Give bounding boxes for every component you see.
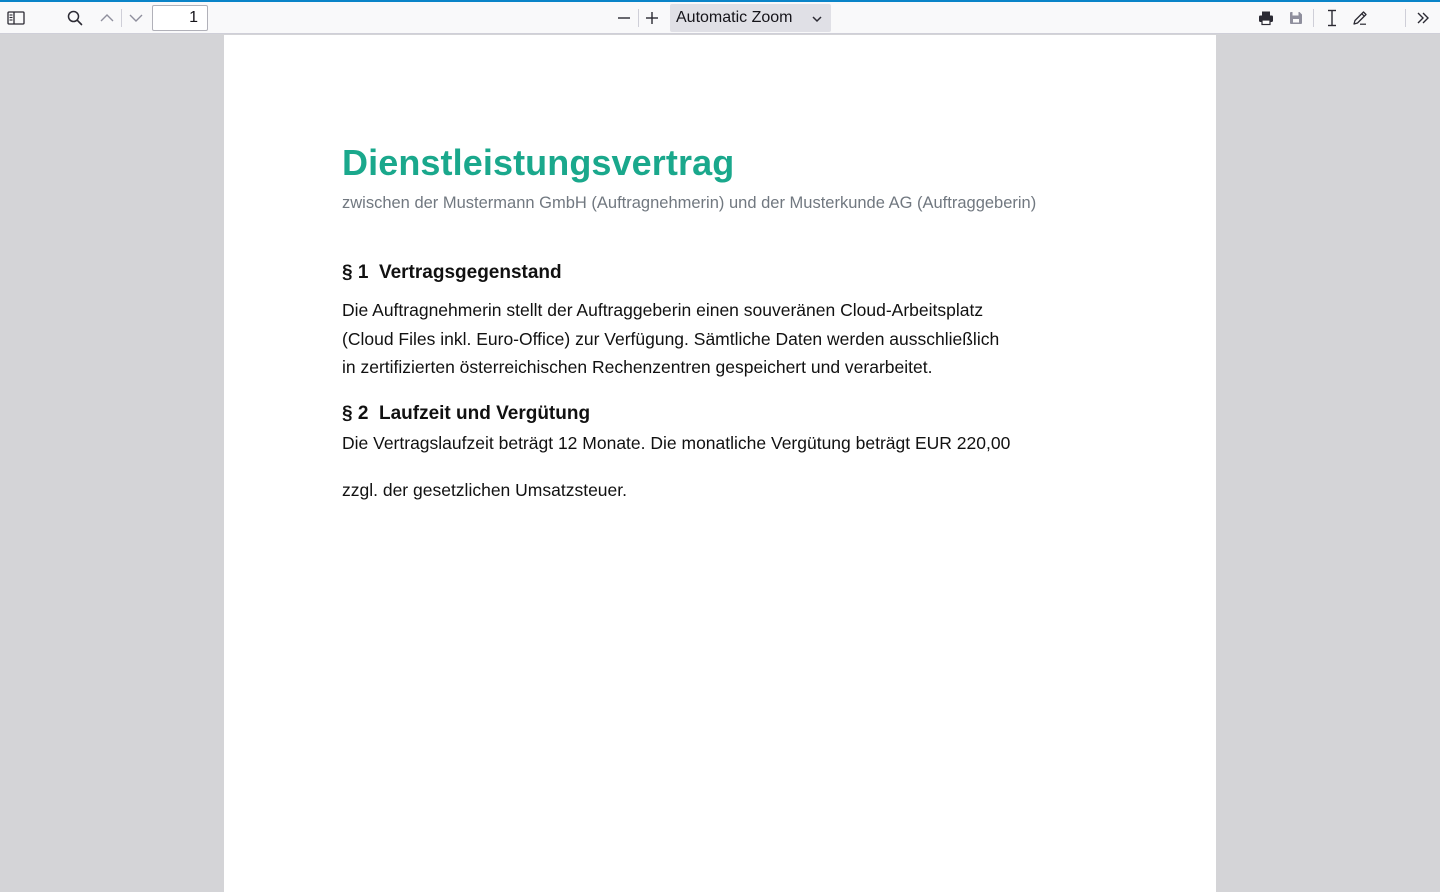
pdf-toolbar [0, 2, 1440, 34]
paragraph-line: Die Auftragnehmerin stellt der Auftraggeberin einen souveränen Cloud-Arbeitsplatz [342, 300, 984, 320]
zoom-select-label: Automatic Zoom [676, 9, 793, 26]
paragraph-line: (Cloud Files inkl. Euro-Office) zur Verfügung. Sämtliche Daten werden ausschließlich [342, 329, 1000, 349]
paragraph-line: Die Vertragslaufzeit beträgt 12 Monate. Die monatliche Vergütung beträgt EUR 220,00 [342, 433, 1011, 453]
chevron-down-icon[interactable] [122, 4, 150, 32]
printer-icon[interactable] [1252, 4, 1280, 32]
section-heading: § 2 Laufzeit und Vergütung [342, 403, 591, 424]
chevron-up-icon[interactable] [93, 4, 121, 32]
double-chevron-right-icon[interactable] [1409, 4, 1437, 32]
pen-icon[interactable] [1346, 4, 1374, 32]
section-heading: § 1 Vertragsgegenstand [342, 262, 562, 283]
paragraph-line: in zertifizierten österreichischen Rechenzentren gespeichert und verarbeitet. [342, 357, 933, 377]
page-number-input[interactable] [152, 5, 208, 31]
pdf-page [224, 35, 1216, 892]
minus-icon[interactable] [610, 4, 638, 32]
document-title: Dienstleistungsvertrag [342, 142, 735, 183]
floppy-disk-icon[interactable] [1282, 4, 1310, 32]
zoom-select[interactable] [670, 4, 831, 32]
toolbar-separator [1405, 9, 1406, 27]
text-cursor-icon[interactable] [1318, 4, 1346, 32]
toolbar-separator [1313, 9, 1314, 27]
search-icon[interactable] [61, 4, 89, 32]
plus-icon[interactable] [638, 4, 666, 32]
paragraph-line: zzgl. der gesetzlichen Umsatzsteuer. [342, 480, 627, 500]
sidebar-toggle-icon[interactable] [2, 4, 30, 32]
document-subtitle: zwischen der Mustermann GmbH (Auftragnehmerin) und der Musterkunde AG (Auftraggeberin) [342, 194, 1037, 212]
chevron-down-icon [811, 12, 823, 30]
